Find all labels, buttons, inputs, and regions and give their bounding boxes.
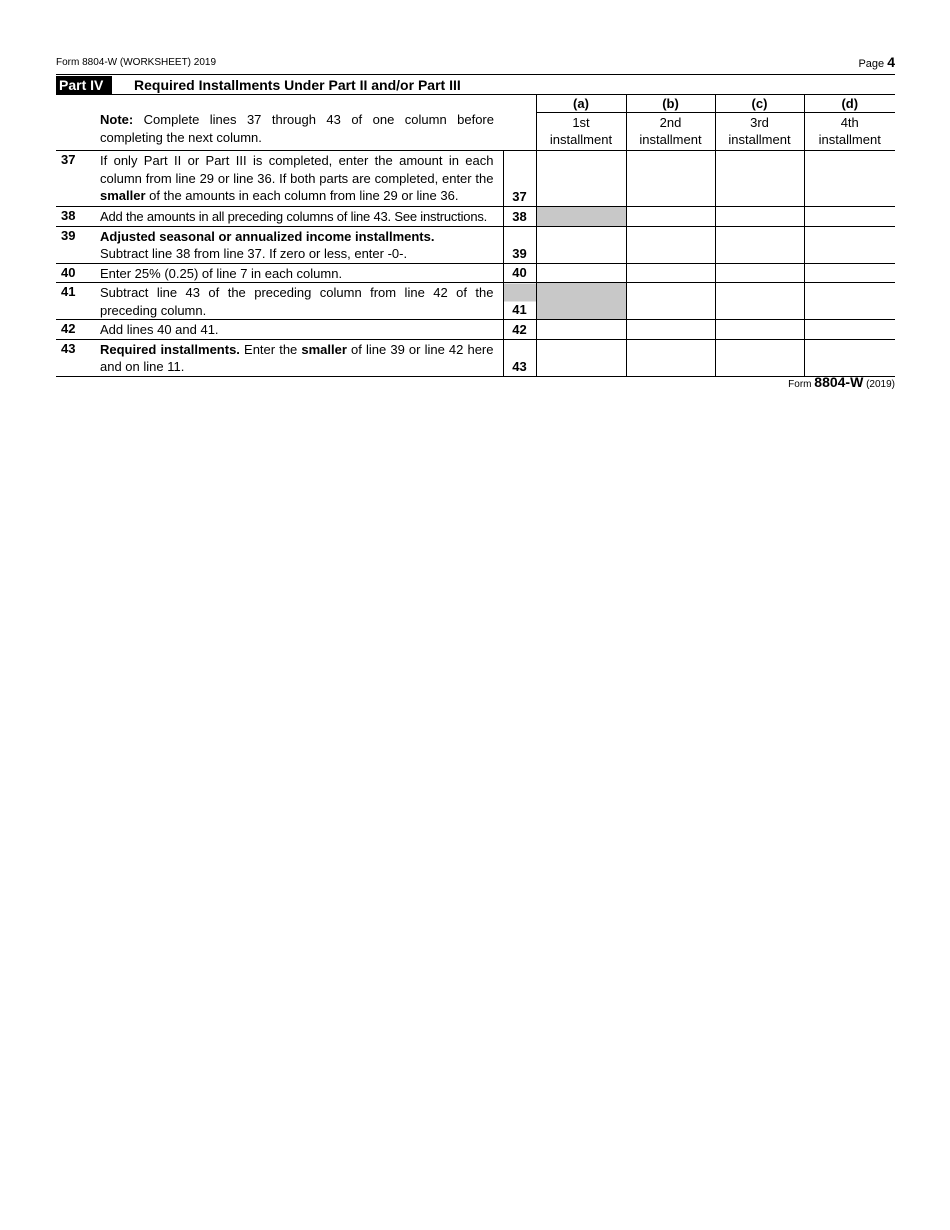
line-41-col-a-shaded [536, 283, 626, 320]
page-indicator [858, 54, 895, 70]
line-39-col-b[interactable] [626, 226, 715, 263]
line-39-box-label [503, 226, 536, 263]
line-43-text-2: of line 39 or line 42 here and on line 11. [100, 341, 494, 374]
line-38-box-number: 38 [512, 208, 527, 224]
line-41-number: 41 [56, 283, 100, 320]
page-footer [788, 374, 895, 390]
line-39-col-d[interactable] [804, 226, 895, 263]
column-c-label-1: 3rd [750, 115, 769, 130]
line-40-number: 40 [56, 263, 100, 283]
line-42-row [56, 320, 895, 340]
line-37-number: 37 [56, 151, 100, 207]
line-43-col-a[interactable] [536, 339, 626, 376]
line-38-col-b[interactable] [626, 207, 715, 227]
line-43-box-label [503, 339, 536, 376]
line-38-number: 38 [56, 207, 100, 227]
column-a-letter: (a) [536, 95, 626, 113]
line-39-row [56, 226, 895, 263]
line-37-box-label [503, 151, 536, 207]
line-37-col-d[interactable] [804, 151, 895, 207]
line-41-box-label [503, 283, 536, 320]
line-41-col-d[interactable] [804, 283, 895, 320]
line-42-col-a[interactable] [536, 320, 626, 340]
column-a-label-1: 1st [572, 115, 590, 130]
footer-form: 8804-W [814, 374, 864, 390]
column-b-label-2: installment [639, 132, 702, 147]
line-40-col-c[interactable] [715, 263, 804, 283]
line-43-description [100, 339, 503, 376]
part-heading [56, 75, 895, 94]
line-37-col-b[interactable] [626, 151, 715, 207]
line-43-box-number: 43 [512, 358, 527, 374]
footer-year: (2019) [866, 379, 895, 390]
line-43-text-1: Enter the [239, 341, 302, 357]
line-42-col-b[interactable] [626, 320, 715, 340]
line-43-number: 43 [56, 339, 100, 376]
line-37-col-a[interactable] [536, 151, 626, 207]
part-title: Required Installments Under Part II and/or Part III [134, 77, 461, 93]
line-42-col-d[interactable] [804, 320, 895, 340]
line-38-col-d[interactable] [804, 207, 895, 227]
line-39-col-c[interactable] [715, 226, 804, 263]
line-42-box-label [503, 320, 536, 340]
line-40-col-a[interactable] [536, 263, 626, 283]
column-c-letter: (c) [715, 95, 804, 113]
note [100, 95, 503, 151]
line-37-text-1: If only Part II or Part III is completed, enter the amount in each column from line 29 or line 36. If both parts are completed, enter the [100, 153, 494, 186]
line-41-col-b[interactable] [626, 283, 715, 320]
form-name: Form 8804-W (WORKSHEET) 2019 [56, 57, 217, 68]
line-43-col-d[interactable] [804, 339, 895, 376]
column-b-label [626, 113, 715, 151]
installments-table [56, 94, 895, 377]
column-d-label-2: installment [818, 132, 881, 147]
page-number: 4 [887, 54, 895, 70]
page-prefix: Page [858, 58, 885, 70]
line-38-description: Add the amounts in all preceding columns of line 43. See instructions. [100, 207, 503, 227]
line-38-col-a-shaded [536, 207, 626, 227]
line-37-text-2: of the amounts in each column from line 29 or line 36. [145, 188, 459, 203]
column-letter-row [56, 95, 895, 113]
line-38-row [56, 207, 895, 227]
line-43-col-c[interactable] [715, 339, 804, 376]
line-40-box-label [503, 263, 536, 283]
line-37-bold: smaller [100, 188, 146, 203]
part-label: Part IV [56, 76, 112, 94]
line-37-description [100, 151, 503, 207]
line-43-bold-1: Required installments. [100, 341, 240, 357]
line-42-col-c[interactable] [715, 320, 804, 340]
column-d-letter: (d) [804, 95, 895, 113]
note-label: Note: [100, 112, 134, 127]
line-39-box-number: 39 [512, 245, 527, 261]
line-37-col-c[interactable] [715, 151, 804, 207]
line-38-box-label [503, 207, 536, 227]
column-b-label-1: 2nd [659, 115, 682, 130]
line-37-row [56, 151, 895, 207]
line-39-bold: Adjusted seasonal or annualized income installments. [100, 228, 435, 244]
note-text: Complete lines 37 through 43 of one column before completing the next column. [100, 112, 494, 145]
line-39-text: Subtract line 38 from line 37. If zero or less, enter -0-. [100, 246, 408, 261]
line-40-row [56, 263, 895, 283]
line-38-col-c[interactable] [715, 207, 804, 227]
line-41-col-c[interactable] [715, 283, 804, 320]
line-42-number: 42 [56, 320, 100, 340]
footer-prefix: Form [788, 379, 812, 390]
line-40-description: Enter 25% (0.25) of line 7 in each column. [100, 263, 503, 283]
line-39-description [100, 226, 503, 263]
column-c-label [715, 113, 804, 151]
page-header [56, 54, 895, 75]
line-43-bold-2: smaller [301, 341, 347, 357]
line-43-row [56, 339, 895, 376]
line-43-col-b[interactable] [626, 339, 715, 376]
line-40-box-number: 40 [512, 265, 527, 280]
line-39-number: 39 [56, 226, 100, 263]
line-37-box-number: 37 [512, 189, 527, 204]
line-40-col-b[interactable] [626, 263, 715, 283]
line-40-col-d[interactable] [804, 263, 895, 283]
line-42-box-number: 42 [512, 321, 527, 337]
column-b-letter: (b) [626, 95, 715, 113]
line-42-description: Add lines 40 and 41. [100, 320, 503, 340]
line-41-description: Subtract line 43 of the preceding column from line 42 of the preceding column. [100, 283, 503, 320]
form-page [56, 54, 895, 390]
line-39-col-a[interactable] [536, 226, 626, 263]
line-41-box-number: 41 [512, 302, 527, 317]
column-d-label-1: 4th [840, 115, 859, 130]
line-41-row [56, 283, 895, 320]
column-d-label [804, 113, 895, 151]
column-a-label-2: installment [549, 132, 613, 147]
column-a-label [536, 113, 626, 151]
column-c-label-2: installment [728, 132, 791, 147]
